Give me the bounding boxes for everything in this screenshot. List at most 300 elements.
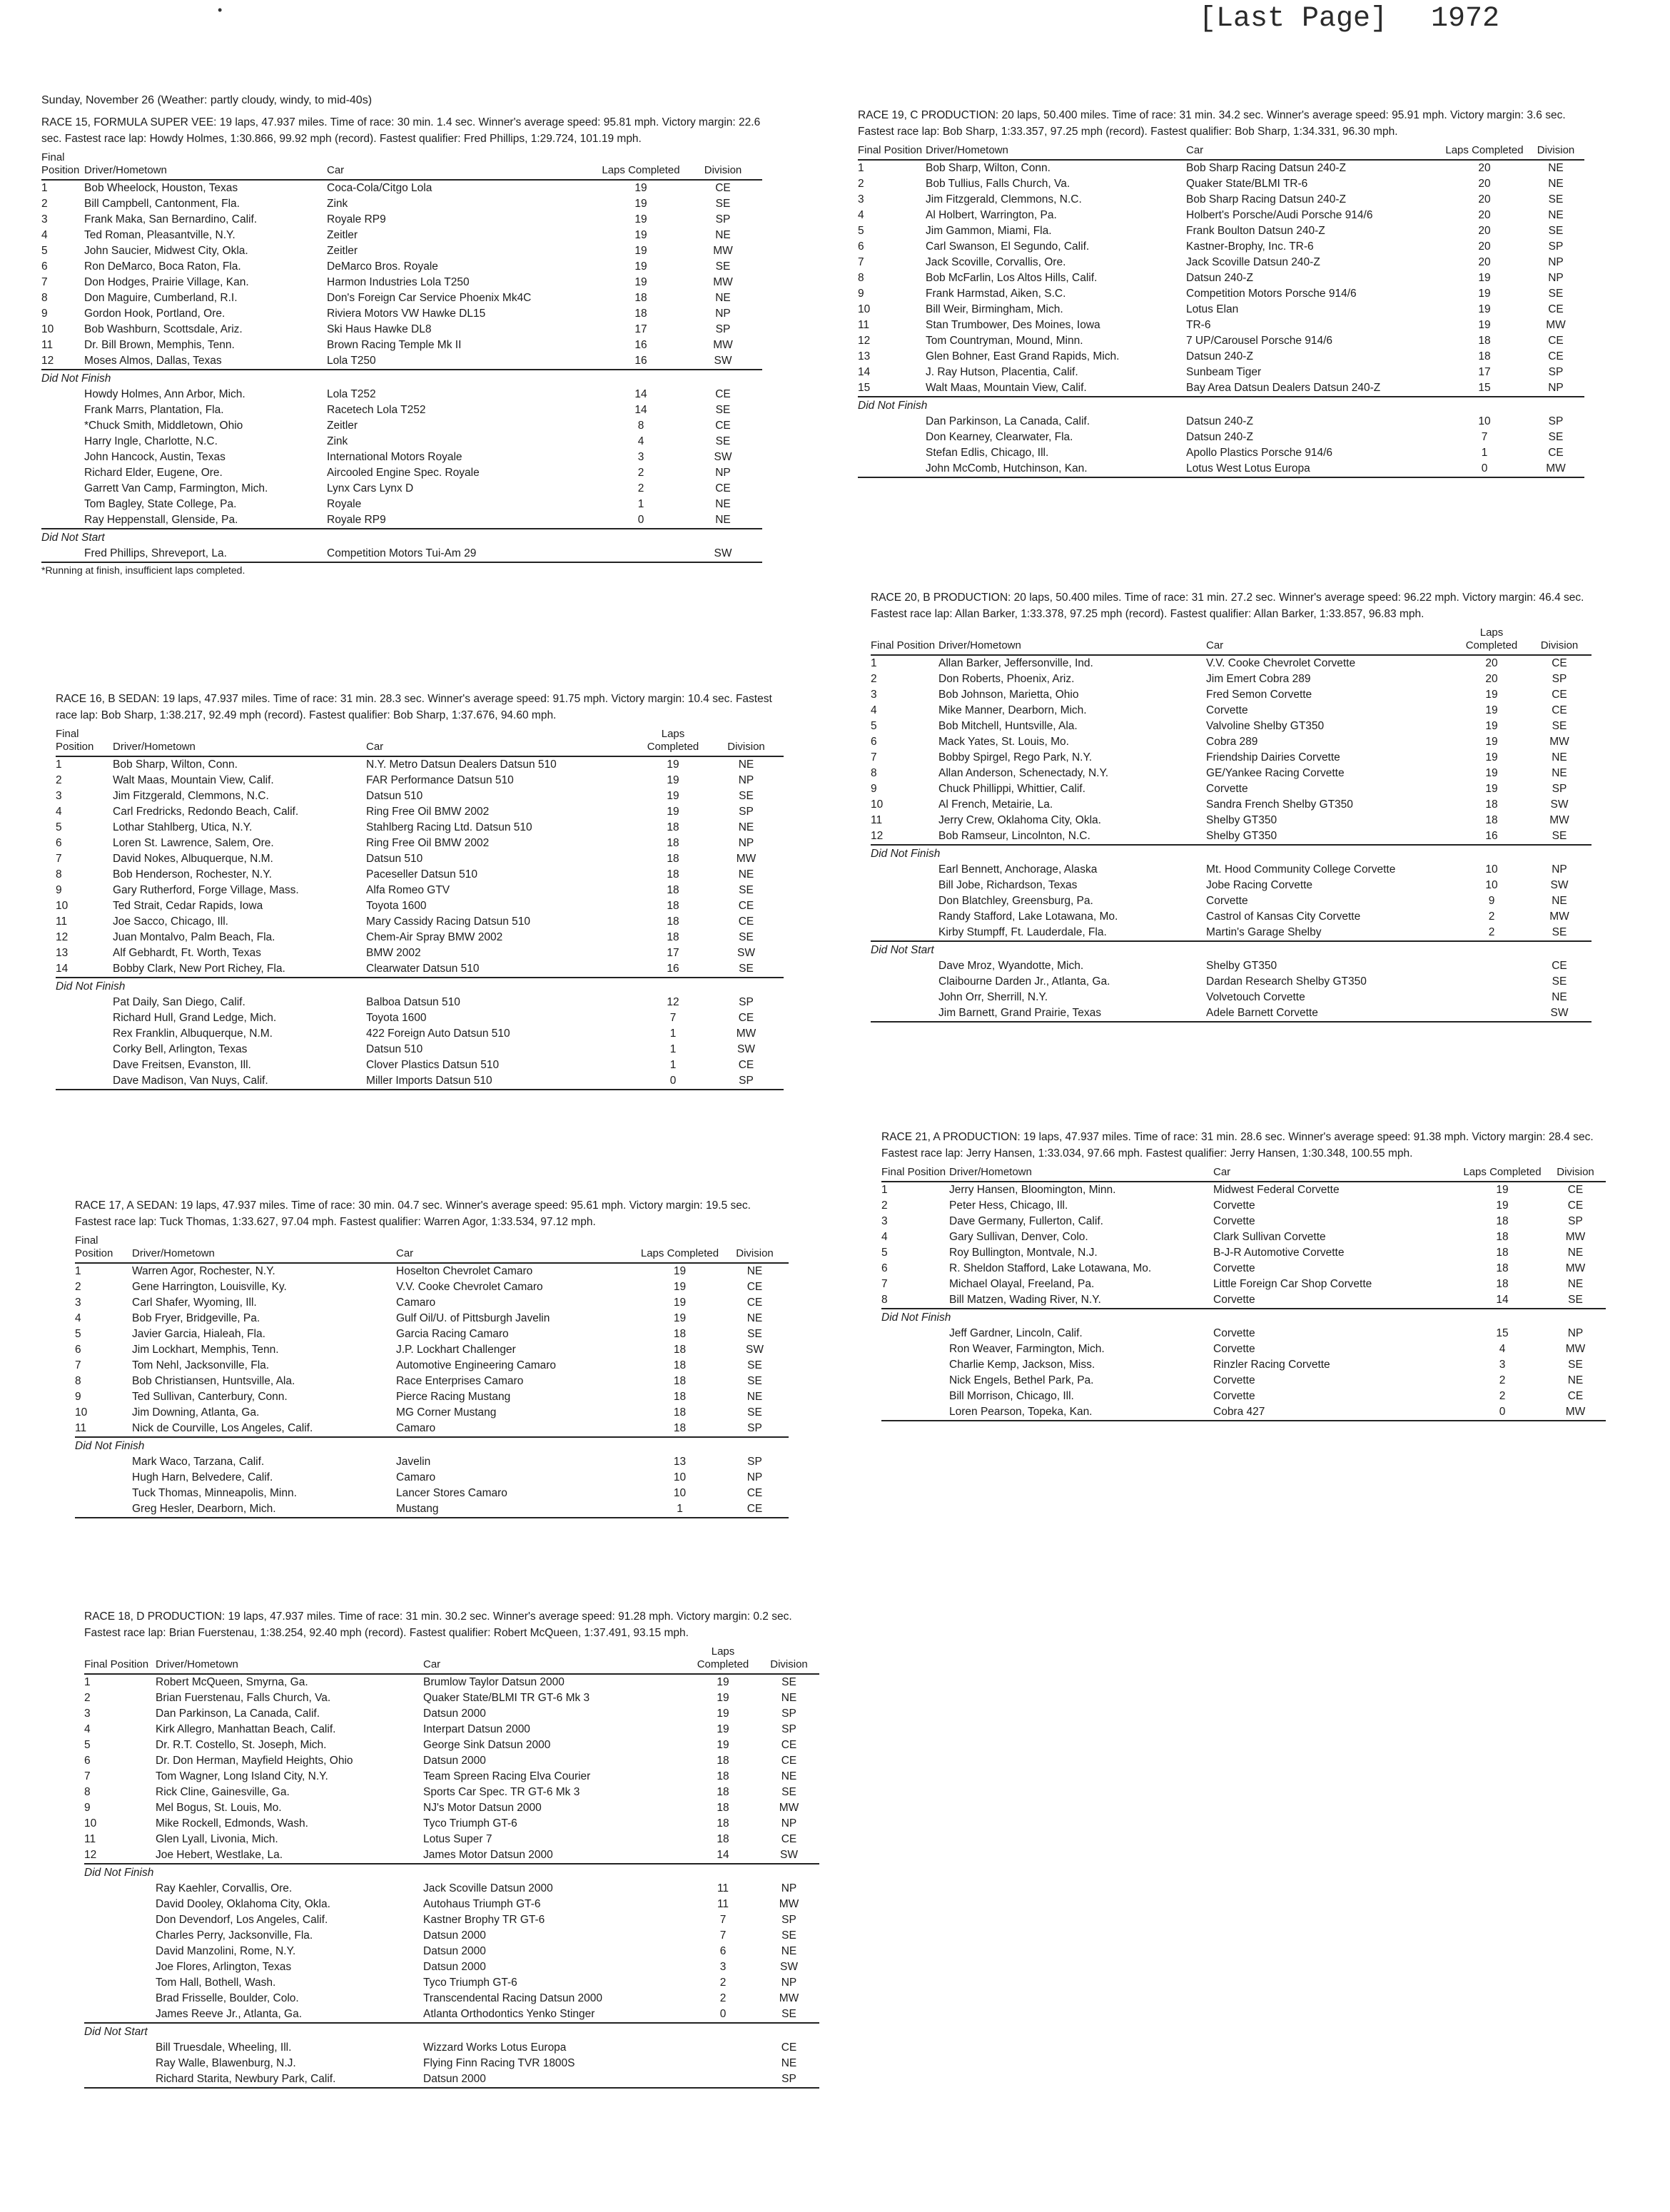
result-row: [41, 228, 762, 243]
division-cell: CE: [715, 420, 731, 432]
car-cell: Tyco Triumph GT-6: [423, 1817, 517, 1830]
laps-cell: 18: [1485, 814, 1498, 826]
laps-cell: 8: [637, 420, 644, 432]
car-cell: Zeitler: [327, 420, 358, 432]
division-cell: SP: [1548, 366, 1564, 378]
driver-cell: Dave Madison, Van Nuys, Calif.: [113, 1073, 366, 1090]
driver-cell: Bill Morrison, Chicago, Ill.: [949, 1390, 1074, 1402]
car-cell: Brumlow Taylor Datsun 2000: [423, 1676, 565, 1688]
driver-cell: Richard Hull, Grand Ledge, Mich.: [113, 1012, 277, 1024]
laps-cell: 19: [1496, 1199, 1509, 1212]
car-cell: Harmon Industries Lola T250: [327, 276, 470, 288]
laps-cell: 2: [719, 1977, 727, 1989]
result-row: [84, 2040, 819, 2056]
car-cell: Camaro: [396, 1297, 436, 1309]
result-row: [871, 990, 1591, 1005]
car-cell: Autohaus Triumph GT-6: [423, 1898, 541, 1910]
laps-cell: 18: [667, 837, 679, 849]
laps-cell: 18: [673, 1344, 687, 1356]
laps-cell: 19: [634, 276, 647, 288]
position-cell: [41, 465, 84, 481]
position-cell: 10: [41, 323, 54, 335]
driver-cell: Bob Johnson, Marietta, Ohio: [938, 689, 1079, 701]
car-cell: 422 Foreign Auto Datsun 510: [366, 1028, 510, 1040]
car-cell: International Motors Royale: [327, 451, 462, 463]
division-cell: SP: [1552, 673, 1567, 685]
result-row: [41, 180, 762, 196]
division-cell: CE: [738, 900, 754, 912]
car-cell: Zeitler: [327, 245, 358, 257]
division-cell: NP: [781, 1977, 797, 1989]
result-row: [75, 1470, 789, 1486]
driver-cell: Dr. Bill Brown, Memphis, Tenn.: [84, 339, 235, 351]
race-21-block: [881, 1129, 1606, 1421]
division-cell: NE: [1548, 178, 1564, 190]
car-cell: Lotus Super 7: [423, 1833, 492, 1845]
car-cell: GE/Yankee Racing Corvette: [1206, 767, 1345, 779]
division-cell: MW: [1549, 910, 1569, 923]
car-cell: Dardan Research Shelby GT350: [1206, 975, 1367, 988]
result-row: [41, 212, 762, 228]
driver-cell: Ray Heppenstall, Glenside, Pa.: [84, 514, 238, 526]
division-cell: SW: [684, 546, 762, 562]
driver-cell: Don Kearney, Clearwater, Fla.: [926, 431, 1073, 443]
driver-cell: Ron Weaver, Farmington, Mich.: [949, 1343, 1105, 1355]
race-description: RACE 15, FORMULA SUPER VEE: 19 laps, 47.937 miles. Time of race: 30 min. 1.4 sec. Winner's average speed: 95.81 mph. Victory margin: 22.6 sec. Fastest race lap: Howdy Holmes, 1:30.866, 99.92 mph (record). Fastest qualifier: Fred Phillips, 1:29.724, 101.19 mph.: [41, 116, 761, 145]
result-row: [41, 387, 762, 402]
driver-cell: Mack Yates, St. Louis, Mo.: [938, 736, 1069, 748]
result-row: [41, 481, 762, 497]
did-not-start-header: [84, 2023, 819, 2040]
car-cell: Clearwater Datsun 510: [366, 963, 480, 975]
position-cell: 6: [41, 260, 48, 273]
result-row: [84, 1959, 819, 1975]
driver-cell: Frank Maka, San Bernardino, Calif.: [84, 213, 258, 225]
driver-cell: Carl Fredricks, Redondo Beach, Calif.: [113, 806, 299, 818]
car-cell: Flying Finn Racing TVR 1800S: [423, 2057, 575, 2069]
laps-cell: 4: [1499, 1343, 1506, 1355]
col-header-driver: Driver/Hometown: [113, 728, 366, 756]
col-header-car: Car: [327, 151, 598, 180]
laps-cell: 11: [717, 1882, 729, 1894]
driver-cell: Ron DeMarco, Boca Raton, Fla.: [84, 260, 241, 273]
car-cell: Alfa Romeo GTV: [366, 884, 450, 896]
result-row: [84, 1881, 819, 1897]
position-cell: [75, 1486, 132, 1501]
car-cell: V.V. Cooke Chevrolet Camaro: [396, 1281, 543, 1293]
result-row: [56, 773, 784, 788]
division-cell: NE: [1552, 751, 1567, 763]
driver-cell: Pat Daily, San Diego, Calif.: [113, 996, 246, 1008]
result-row: [56, 914, 784, 930]
car-cell: Castrol of Kansas City Corvette: [1206, 910, 1361, 923]
driver-cell: David Nokes, Albuquerque, N.M.: [113, 853, 273, 865]
col-header-division: Division: [709, 728, 784, 756]
laps-cell: 19: [717, 1676, 729, 1688]
result-row: [858, 208, 1584, 223]
driver-cell: Jerry Crew, Oklahoma City, Okla.: [938, 814, 1101, 826]
laps-cell: 14: [1496, 1294, 1509, 1306]
division-cell: CE: [1552, 657, 1567, 669]
laps-cell: 19: [717, 1723, 729, 1735]
result-row: [858, 223, 1584, 239]
laps-cell: 20: [1478, 256, 1491, 268]
col-header-car: Car: [423, 1645, 687, 1674]
driver-cell: John McComb, Hutchinson, Kan.: [926, 461, 1186, 477]
laps-cell: 9: [1488, 895, 1495, 907]
col-header-laps: Laps Completed: [1442, 144, 1527, 160]
driver-cell: R. Sheldon Stafford, Lake Lotawana, Mo.: [949, 1262, 1152, 1274]
division-cell: CE: [781, 1833, 797, 1845]
position-cell: 2: [858, 178, 864, 190]
result-row: [84, 1975, 819, 1991]
division-cell: CE: [715, 388, 731, 400]
position-cell: [858, 430, 926, 445]
laps-cell: 1: [669, 1059, 677, 1071]
car-cell: Fred Semon Corvette: [1206, 689, 1312, 701]
car-cell: Rinzler Racing Corvette: [1213, 1359, 1330, 1371]
car-cell: Quaker State/BLMI TR-6: [1186, 178, 1308, 190]
laps-cell: 18: [1478, 350, 1491, 362]
driver-cell: Bob Sharp, Wilton, Conn.: [926, 162, 1051, 174]
division-cell: NE: [715, 229, 731, 241]
position-cell: [84, 1944, 156, 1959]
col-header-division: Division: [1527, 144, 1584, 160]
result-row: [871, 925, 1591, 941]
result-row: [871, 909, 1591, 925]
result-row: [881, 1261, 1606, 1277]
division-cell: SE: [739, 884, 754, 896]
position-cell: [871, 893, 938, 909]
driver-cell: Bob Washburn, Scottsdale, Ariz.: [84, 323, 243, 335]
division-cell: NP: [715, 467, 731, 479]
result-row: [858, 445, 1584, 461]
division-cell: SP: [1552, 783, 1567, 795]
position-cell: [871, 990, 938, 1005]
result-row: [41, 306, 762, 322]
division-cell: NE: [1548, 209, 1564, 221]
col-header-car: Car: [366, 728, 637, 756]
position-cell: 3: [41, 213, 48, 225]
laps-cell: 18: [1496, 1247, 1509, 1259]
result-row: [858, 430, 1584, 445]
result-row: [56, 961, 784, 978]
position-cell: 12: [41, 355, 54, 367]
driver-cell: Tom Wagner, Long Island City, N.Y.: [156, 1770, 328, 1782]
result-row: [881, 1326, 1606, 1341]
result-row: [871, 828, 1591, 845]
position-cell: [881, 1341, 949, 1357]
division-cell: CE: [1567, 1199, 1584, 1212]
position-cell: 10: [84, 1817, 97, 1830]
laps-cell: 18: [667, 931, 679, 943]
car-cell: B-J-R Automotive Corvette: [1213, 1247, 1345, 1259]
results-table: [56, 728, 784, 1090]
car-cell: Corvette: [1206, 783, 1248, 795]
col-header-laps: Laps Completed: [1456, 626, 1527, 655]
division-cell: MW: [713, 339, 733, 351]
position-cell: 4: [84, 1723, 91, 1735]
col-header-laps: Laps Completed: [687, 1645, 759, 1674]
position-cell: [871, 878, 938, 893]
laps-cell: 4: [637, 435, 644, 447]
race-description: RACE 18, D PRODUCTION: 19 laps, 47.937 miles. Time of race: 31 min. 30.2 sec. Winner's average speed: 91.28 mph. Victory margin: 0.2 sec. Fastest race lap: Brian Fuerstenau, 1:38.254, 92.40 mph (record). Fastest qualifier: Robert McQueen, 1:37.491, 93.15 mph.: [84, 1610, 792, 1639]
driver-cell: Bob Sharp, Wilton, Conn.: [113, 759, 238, 771]
division-cell: SE: [739, 963, 754, 975]
driver-cell: Randy Stafford, Lake Lotawana, Mo.: [938, 910, 1118, 923]
position-cell: 11: [871, 814, 883, 826]
driver-cell: Tom Bagley, State College, Pa.: [84, 498, 237, 510]
division-cell: MW: [779, 1802, 799, 1814]
driver-cell: Jim Gammon, Miami, Fla.: [926, 225, 1052, 237]
col-header-driver: Driver/Hometown: [84, 151, 327, 180]
laps-cell: 19: [1485, 720, 1498, 732]
division-cell: CE: [738, 915, 754, 928]
division-cell: MW: [736, 853, 756, 865]
laps-cell: 15: [1496, 1327, 1509, 1339]
driver-cell: David Manzolini, Rome, N.Y.: [156, 1945, 296, 1957]
section-label: Did Not Finish: [56, 978, 784, 995]
driver-cell: Ray Walle, Blawenburg, N.J.: [156, 2057, 296, 2069]
result-row: [75, 1454, 789, 1470]
laps-cell: [687, 2056, 759, 2071]
position-cell: 8: [56, 868, 62, 881]
car-cell: Lynx Cars Lynx D: [327, 482, 414, 494]
driver-cell: Don Roberts, Phoenix, Ariz.: [938, 673, 1075, 685]
driver-cell: Roy Bullington, Montvale, N.J.: [949, 1247, 1098, 1259]
position-cell: 11: [56, 915, 68, 928]
result-row: [858, 414, 1584, 430]
position-cell: [84, 2040, 156, 2056]
did-not-finish-header: [84, 1864, 819, 1881]
car-cell: Interpart Datsun 2000: [423, 1723, 530, 1735]
result-row: [75, 1295, 789, 1311]
result-row: [881, 1229, 1606, 1245]
col-header-division: Division: [759, 1645, 819, 1674]
did-not-finish-header: [56, 978, 784, 995]
position-cell: [41, 481, 84, 497]
laps-cell: 20: [1478, 162, 1491, 174]
position-cell: 15: [858, 382, 871, 394]
result-row: [84, 1674, 819, 1690]
result-row: [75, 1501, 789, 1518]
division-cell: SP: [781, 1708, 796, 1720]
driver-cell: Richard Starita, Newbury Park, Calif.: [156, 2071, 423, 2088]
driver-cell: Carl Swanson, El Segundo, Calif.: [926, 240, 1090, 253]
division-cell: SP: [747, 1422, 762, 1434]
car-cell: Sunbeam Tiger: [1186, 366, 1262, 378]
division-cell: SP: [1548, 415, 1564, 427]
position-cell: 11: [84, 1833, 96, 1845]
car-cell: Royale RP9: [327, 514, 386, 526]
car-cell: Datsun 2000: [423, 1708, 486, 1720]
position-cell: [858, 461, 926, 477]
result-row: [75, 1311, 789, 1326]
position-cell: 10: [871, 798, 884, 811]
position-cell: 11: [858, 319, 870, 331]
result-row: [858, 239, 1584, 255]
division-cell: NP: [1552, 863, 1567, 876]
position-cell: 10: [858, 303, 871, 315]
result-row: [84, 1816, 819, 1832]
division-cell: SE: [1568, 1359, 1583, 1371]
position-cell: 14: [56, 963, 69, 975]
driver-cell: J. Ray Hutson, Placentia, Calif.: [926, 366, 1078, 378]
result-row: [56, 945, 784, 961]
result-row: [858, 160, 1584, 176]
car-cell: Corvette: [1213, 1199, 1255, 1212]
driver-cell: Ted Strait, Cedar Rapids, Iowa: [113, 900, 263, 912]
did-not-start-header: [41, 529, 762, 546]
result-row: [56, 836, 784, 851]
race-17-block: [75, 1197, 789, 1518]
driver-cell: Charles Perry, Jacksonville, Fla.: [156, 1929, 313, 1942]
driver-cell: Jerry Hansen, Bloomington, Minn.: [949, 1184, 1116, 1196]
laps-cell: 2: [1499, 1374, 1506, 1386]
laps-cell: 18: [717, 1817, 729, 1830]
result-row: [56, 995, 784, 1010]
car-cell: Datsun 510: [366, 853, 423, 865]
division-cell: MW: [1565, 1343, 1586, 1355]
driver-cell: Ted Roman, Pleasantville, N.Y.: [84, 229, 236, 241]
laps-cell: 18: [667, 868, 679, 881]
division-cell: SE: [715, 260, 731, 273]
division-cell: SP: [715, 323, 731, 335]
car-cell: BMW 2002: [366, 947, 421, 959]
driver-cell: Bill Campbell, Cantonment, Fla.: [84, 198, 240, 210]
division-cell: SE: [781, 1929, 796, 1942]
laps-cell: 10: [1485, 863, 1498, 876]
car-cell: Corvette: [1213, 1215, 1255, 1227]
result-row: [84, 1944, 819, 1959]
driver-cell: Glen Bohner, East Grand Rapids, Mich.: [926, 350, 1120, 362]
result-row: [871, 687, 1591, 703]
result-row: [871, 655, 1591, 671]
driver-cell: Bobby Spirgel, Rego Park, N.Y.: [938, 751, 1093, 763]
laps-cell: 19: [634, 260, 647, 273]
race-18-block: [84, 1608, 819, 2089]
position-cell: 14: [858, 366, 871, 378]
driver-cell: Chuck Phillippi, Whittier, Calif.: [938, 783, 1086, 795]
car-cell: Frank Boulton Datsun 240-Z: [1186, 225, 1325, 237]
date-line: Sunday, November 26 (Weather: partly cloudy, windy, to mid-40s): [41, 94, 373, 106]
driver-cell: Don Maguire, Cumberland, R.I.: [84, 292, 238, 304]
driver-cell: Bob Christiansen, Huntsville, Ala.: [132, 1375, 295, 1387]
result-row: [41, 290, 762, 306]
result-row: [56, 804, 784, 820]
division-cell: SE: [781, 1786, 796, 1798]
result-row: [858, 255, 1584, 270]
laps-cell: 20: [1478, 209, 1491, 221]
division-cell: SW: [714, 451, 732, 463]
laps-cell: 18: [1496, 1278, 1509, 1290]
col-header-position: Final Position: [858, 144, 926, 160]
laps-cell: 14: [634, 404, 647, 416]
laps-cell: 19: [634, 198, 647, 210]
position-cell: 7: [858, 256, 864, 268]
car-cell: Datsun 2000: [423, 1755, 486, 1767]
laps-cell: 18: [673, 1422, 687, 1434]
driver-cell: Joe Sacco, Chicago, Ill.: [113, 915, 228, 928]
race-description: RACE 16, B SEDAN: 19 laps, 47.937 miles. Time of race: 31 min. 28.3 sec. Winner's average speed: 91.75 mph. Victory margin: 10.4 sec. Fastest race lap: Bob Sharp, 1:38.217, 92.49 mph (record). Fastest qualifier: Bob Sharp, 1:37.676, 94.60 mph.: [56, 693, 772, 721]
division-cell: NE: [738, 759, 754, 771]
driver-cell: Bill Jobe, Richardson, Texas: [938, 879, 1078, 891]
result-row: [881, 1277, 1606, 1292]
position-cell: [84, 1897, 156, 1912]
laps-cell: 3: [1499, 1359, 1506, 1371]
laps-cell: 16: [1485, 830, 1498, 842]
car-cell: Datsun 2000: [423, 1945, 486, 1957]
division-cell: SW: [1550, 798, 1569, 811]
laps-cell: 19: [673, 1297, 687, 1309]
laps-cell: 17: [634, 323, 647, 335]
car-cell: Stahlberg Racing Ltd. Datsun 510: [366, 821, 532, 833]
driver-cell: Rex Franklin, Albuquerque, N.M.: [113, 1028, 273, 1040]
position-cell: [881, 1373, 949, 1389]
division-cell: CE: [781, 1739, 797, 1751]
header-row: [871, 626, 1591, 655]
car-cell: Gulf Oil/U. of Pittsburgh Javelin: [396, 1312, 550, 1324]
driver-cell: Ray Kaehler, Corvallis, Ore.: [156, 1882, 293, 1894]
division-cell: CE: [781, 2041, 797, 2054]
laps-cell: 14: [717, 1849, 729, 1861]
driver-cell: Javier Garcia, Hialeah, Fla.: [132, 1328, 265, 1340]
driver-cell: Carl Shafer, Wyoming, Ill.: [132, 1297, 257, 1309]
position-cell: 6: [871, 736, 877, 748]
division-cell: SE: [747, 1328, 762, 1340]
driver-cell: Frank Marrs, Plantation, Fla.: [84, 404, 224, 416]
result-row: [881, 1182, 1606, 1198]
position-cell: [41, 512, 84, 529]
laps-cell: 19: [1478, 319, 1491, 331]
result-row: [858, 302, 1584, 318]
driver-cell: Glen Lyall, Livonia, Mich.: [156, 1833, 278, 1845]
position-cell: [84, 1928, 156, 1944]
car-cell: Bay Area Datsun Dealers Datsun 240-Z: [1186, 382, 1381, 394]
position-cell: 12: [871, 830, 884, 842]
division-cell: CE: [747, 1297, 763, 1309]
position-cell: 6: [84, 1755, 91, 1767]
laps-cell: 19: [673, 1312, 687, 1324]
position-cell: [871, 909, 938, 925]
driver-cell: Greg Hesler, Dearborn, Mich.: [132, 1501, 396, 1518]
car-cell: NJ's Motor Datsun 2000: [423, 1802, 542, 1814]
car-cell: Wizzard Works Lotus Europa: [423, 2041, 567, 2054]
car-cell: Lotus Elan: [1186, 303, 1239, 315]
result-row: [56, 930, 784, 945]
position-cell: 7: [75, 1359, 81, 1371]
driver-cell: Walt Maas, Mountain View, Calif.: [926, 382, 1087, 394]
car-cell: Corvette: [1213, 1343, 1255, 1355]
division-cell: NP: [1548, 272, 1564, 284]
laps-cell: 3: [637, 451, 644, 463]
division-cell: SP: [781, 1723, 796, 1735]
position-cell: 5: [75, 1328, 81, 1340]
driver-cell: Garrett Van Camp, Farmington, Mich.: [84, 482, 268, 494]
driver-cell: Claibourne Darden Jr., Atlanta, Ga.: [938, 975, 1110, 988]
car-cell: Don's Foreign Car Service Phoenix Mk4C: [327, 292, 532, 304]
position-cell: 12: [56, 931, 69, 943]
laps-cell: 19: [1485, 689, 1498, 701]
driver-cell: Don Devendorf, Los Angeles, Calif.: [156, 1914, 328, 1926]
driver-cell: Bob McFarlin, Los Altos Hills, Calif.: [926, 272, 1098, 284]
result-row: [75, 1358, 789, 1374]
laps-cell: 17: [667, 947, 679, 959]
driver-cell: Mike Manner, Dearborn, Mich.: [938, 704, 1087, 716]
laps-cell: 1: [1481, 447, 1488, 459]
laps-cell: 18: [673, 1406, 687, 1419]
division-cell: CE: [1567, 1184, 1584, 1196]
